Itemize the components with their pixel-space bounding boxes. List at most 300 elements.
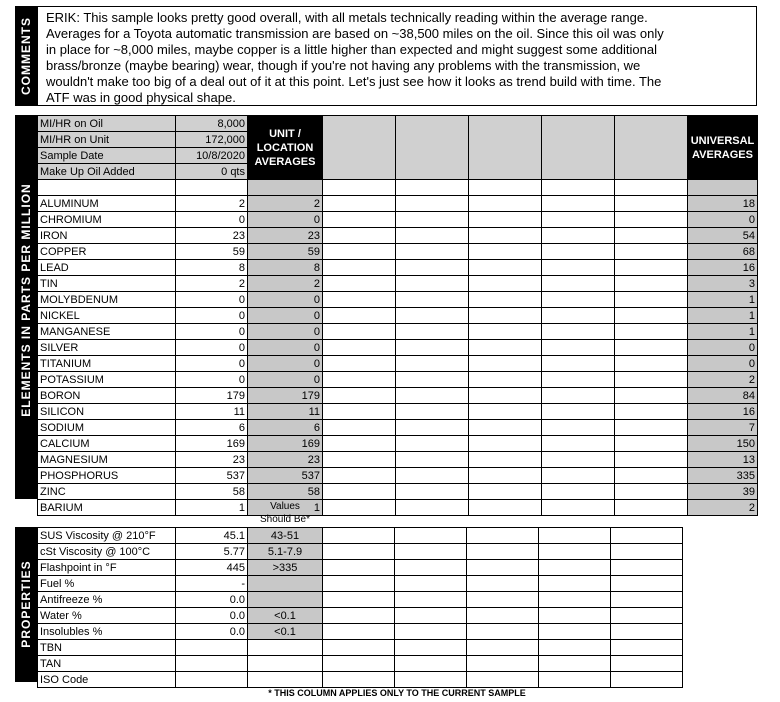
history-cell [396, 420, 469, 436]
element-universal-average: 0 [688, 356, 758, 372]
element-name: SILVER [38, 340, 176, 356]
element-value: 59 [176, 244, 248, 260]
properties-label: PROPERTIES [19, 560, 33, 648]
element-name: ZINC [38, 484, 176, 500]
element-universal-average: 16 [688, 260, 758, 276]
history-cell [395, 672, 467, 688]
element-universal-average: 1 [688, 324, 758, 340]
element-name: SILICON [38, 404, 176, 420]
element-universal-average: 335 [688, 468, 758, 484]
footnote: * THIS COLUMN APPLIES ONLY TO THE CURRENT SAMPLE [268, 688, 526, 698]
history-cell [539, 672, 611, 688]
history-cell [615, 436, 688, 452]
property-row [38, 528, 683, 544]
history-cell [323, 196, 396, 212]
history-cell [323, 576, 395, 592]
element-value: 0 [176, 372, 248, 388]
header-line: LOCATION [256, 141, 314, 154]
element-unit-average: 8 [248, 260, 323, 276]
element-universal-average: 13 [688, 452, 758, 468]
history-cell [323, 452, 396, 468]
property-name: Water % [38, 608, 176, 624]
element-row [38, 276, 758, 292]
element-universal-average: 2 [688, 372, 758, 388]
element-value: 0 [176, 324, 248, 340]
sample-info-label: Sample Date [38, 148, 176, 164]
history-cell [323, 276, 396, 292]
element-row [38, 244, 758, 260]
element-row [38, 324, 758, 340]
history-cell [323, 340, 396, 356]
history-cell [615, 372, 688, 388]
history-cell [396, 356, 469, 372]
history-cell [323, 544, 395, 560]
history-cell [396, 340, 469, 356]
history-cell [542, 452, 615, 468]
history-cell [469, 452, 542, 468]
history-cell [469, 500, 542, 516]
history-cell [469, 196, 542, 212]
history-cell [323, 244, 396, 260]
element-value: 0 [176, 292, 248, 308]
comment-line: ATF was in good physical shape. [46, 90, 236, 105]
element-universal-average: 7 [688, 420, 758, 436]
history-cell [611, 656, 683, 672]
element-value: 537 [176, 468, 248, 484]
element-value: 0 [176, 340, 248, 356]
history-cell [395, 576, 467, 592]
sample-info-value: 172,000 [176, 132, 248, 148]
property-name: cSt Viscosity @ 100°C [38, 544, 176, 560]
element-unit-average: 23 [248, 228, 323, 244]
element-row [38, 404, 758, 420]
property-should-be: 43-51 [248, 528, 323, 544]
property-row [38, 656, 683, 672]
comment-line: Averages for a Toyota automatic transmission are based on ~38,500 miles on the oil. Since this oil was only [46, 26, 664, 41]
history-cell [469, 356, 542, 372]
property-name: SUS Viscosity @ 210°F [38, 528, 176, 544]
history-cell [467, 576, 539, 592]
element-value: 58 [176, 484, 248, 500]
history-cell [323, 324, 396, 340]
header-line: UNIT / [269, 127, 301, 140]
element-row [38, 340, 758, 356]
values-should-be-header [247, 500, 323, 526]
history-cell [395, 528, 467, 544]
spacer-cell [396, 180, 469, 196]
history-cell [542, 468, 615, 484]
element-universal-average: 0 [688, 340, 758, 356]
property-value: 0.0 [176, 624, 248, 640]
history-cell [469, 404, 542, 420]
history-cell [615, 388, 688, 404]
history-cell [467, 608, 539, 624]
history-cell [542, 324, 615, 340]
history-cell [396, 404, 469, 420]
property-value: 5.77 [176, 544, 248, 560]
history-cell [615, 212, 688, 228]
history-cell [615, 244, 688, 260]
history-cell [611, 624, 683, 640]
history-cell [539, 528, 611, 544]
comments-box [37, 6, 757, 106]
spacer-cell [323, 180, 396, 196]
element-name: CHROMIUM [38, 212, 176, 228]
history-cell [542, 500, 615, 516]
history-cell [396, 388, 469, 404]
element-value: 1 [176, 500, 248, 516]
history-cell [539, 576, 611, 592]
element-unit-average: 169 [248, 436, 323, 452]
element-value: 23 [176, 228, 248, 244]
properties-label-bar [15, 527, 37, 682]
property-value: 445 [176, 560, 248, 576]
property-should-be [248, 672, 323, 688]
element-row [38, 436, 758, 452]
element-unit-average: 59 [248, 244, 323, 260]
history-cell [539, 592, 611, 608]
element-universal-average: 39 [688, 484, 758, 500]
history-cell [323, 308, 396, 324]
history-cell [396, 324, 469, 340]
history-cell [469, 244, 542, 260]
history-cell [615, 292, 688, 308]
header-line: UNIVERSAL [690, 134, 755, 147]
history-cell [395, 592, 467, 608]
history-cell [323, 484, 396, 500]
history-cell [469, 260, 542, 276]
history-cell [469, 436, 542, 452]
property-row [38, 560, 683, 576]
element-value: 2 [176, 196, 248, 212]
elements-label-bar [15, 115, 37, 499]
element-unit-average: 0 [248, 372, 323, 388]
element-name: LEAD [38, 260, 176, 276]
element-unit-average: 0 [248, 292, 323, 308]
history-cell [396, 292, 469, 308]
history-cell [611, 576, 683, 592]
history-cell [467, 560, 539, 576]
element-name: SODIUM [38, 420, 176, 436]
property-value [176, 672, 248, 688]
element-row [38, 196, 758, 212]
history-cell [467, 672, 539, 688]
element-unit-average: 0 [248, 212, 323, 228]
history-cell [539, 656, 611, 672]
history-cell [467, 640, 539, 656]
history-cell [542, 404, 615, 420]
history-col-header [615, 116, 688, 180]
history-cell [396, 436, 469, 452]
property-should-be: <0.1 [248, 608, 323, 624]
history-cell [395, 656, 467, 672]
history-cell [542, 484, 615, 500]
history-cell [611, 672, 683, 688]
element-row [38, 468, 758, 484]
history-cell [323, 468, 396, 484]
property-name: ISO Code [38, 672, 176, 688]
element-row [38, 452, 758, 468]
element-unit-average: 537 [248, 468, 323, 484]
history-cell [396, 276, 469, 292]
history-cell [469, 308, 542, 324]
history-cell [542, 420, 615, 436]
history-cell [323, 212, 396, 228]
history-cell [611, 608, 683, 624]
history-cell [467, 528, 539, 544]
element-unit-average: 23 [248, 452, 323, 468]
element-value: 11 [176, 404, 248, 420]
property-row [38, 544, 683, 560]
history-col-header [542, 116, 615, 180]
property-name: Flashpoint in °F [38, 560, 176, 576]
element-universal-average: 3 [688, 276, 758, 292]
element-value: 8 [176, 260, 248, 276]
spacer-cell [38, 180, 176, 196]
element-row [38, 372, 758, 388]
history-cell [615, 196, 688, 212]
spacer-cell [688, 180, 758, 196]
element-unit-average: 0 [248, 356, 323, 372]
history-cell [469, 276, 542, 292]
sample-info-label: MI/HR on Oil [38, 116, 176, 132]
property-row [38, 592, 683, 608]
element-row [38, 356, 758, 372]
history-cell [615, 484, 688, 500]
history-cell [611, 640, 683, 656]
history-cell [323, 372, 396, 388]
property-name: Insolubles % [38, 624, 176, 640]
history-cell [615, 324, 688, 340]
element-value: 0 [176, 356, 248, 372]
property-value: 45.1 [176, 528, 248, 544]
history-cell [396, 500, 469, 516]
history-cell [323, 640, 395, 656]
history-cell [539, 544, 611, 560]
history-cell [323, 672, 395, 688]
history-cell [323, 260, 396, 276]
element-name: BARIUM [38, 500, 176, 516]
element-unit-average: 2 [248, 276, 323, 292]
history-cell [323, 500, 396, 516]
history-cell [615, 420, 688, 436]
element-value: 2 [176, 276, 248, 292]
history-cell [323, 228, 396, 244]
history-cell [323, 356, 396, 372]
history-cell [396, 228, 469, 244]
spacer-cell [248, 180, 323, 196]
history-cell [395, 640, 467, 656]
comment-line: wouldn't make too big of a deal out of it at this point. Let's just see how it looks as trend build with time. The [46, 74, 662, 89]
history-cell [542, 388, 615, 404]
sample-info-value: 0 qts [176, 164, 248, 180]
history-cell [611, 544, 683, 560]
history-col-header [396, 116, 469, 180]
history-cell [542, 196, 615, 212]
element-row [38, 212, 758, 228]
property-should-be [248, 640, 323, 656]
property-should-be: 5.1-7.9 [248, 544, 323, 560]
property-value: 0.0 [176, 592, 248, 608]
history-cell [469, 324, 542, 340]
element-universal-average: 84 [688, 388, 758, 404]
element-name: BORON [38, 388, 176, 404]
history-cell [396, 468, 469, 484]
history-cell [615, 228, 688, 244]
element-universal-average: 18 [688, 196, 758, 212]
sample-info-value: 10/8/2020 [176, 148, 248, 164]
element-row [38, 484, 758, 500]
history-cell [396, 196, 469, 212]
element-unit-average: 0 [248, 308, 323, 324]
property-value: 0.0 [176, 608, 248, 624]
universal-averages-header [688, 116, 758, 180]
history-cell [469, 420, 542, 436]
history-cell [323, 656, 395, 672]
comments-label: COMMENTS [19, 17, 33, 95]
history-cell [396, 308, 469, 324]
history-cell [542, 372, 615, 388]
comments-label-bar [15, 6, 37, 106]
history-col-header [469, 116, 542, 180]
property-name: TBN [38, 640, 176, 656]
property-should-be [248, 576, 323, 592]
history-cell [396, 212, 469, 228]
element-universal-average: 1 [688, 308, 758, 324]
history-cell [615, 276, 688, 292]
history-cell [467, 624, 539, 640]
property-should-be: >335 [248, 560, 323, 576]
history-cell [542, 260, 615, 276]
element-name: MANGANESE [38, 324, 176, 340]
property-row [38, 624, 683, 640]
history-cell [542, 356, 615, 372]
history-cell [323, 292, 396, 308]
element-name: COPPER [38, 244, 176, 260]
element-universal-average: 0 [688, 212, 758, 228]
history-cell [542, 244, 615, 260]
element-value: 0 [176, 212, 248, 228]
element-row [38, 500, 758, 516]
history-cell [469, 372, 542, 388]
history-cell [469, 484, 542, 500]
history-cell [615, 500, 688, 516]
sample-info-label: Make Up Oil Added [38, 164, 176, 180]
comment-line: ERIK: This sample looks pretty good overall, with all metals technically reading within the average range. [46, 10, 648, 25]
elements-label: ELEMENTS IN PARTS PER MILLION [19, 183, 33, 417]
history-cell [395, 624, 467, 640]
history-cell [542, 308, 615, 324]
history-col-header [323, 116, 396, 180]
property-should-be [248, 656, 323, 672]
property-row [38, 672, 683, 688]
property-row [38, 640, 683, 656]
element-name: MOLYBDENUM [38, 292, 176, 308]
element-value: 0 [176, 308, 248, 324]
history-cell [323, 608, 395, 624]
history-cell [323, 528, 395, 544]
element-unit-average: 1 [248, 500, 323, 516]
sample-info-label: MI/HR on Unit [38, 132, 176, 148]
element-universal-average: 150 [688, 436, 758, 452]
element-row [38, 260, 758, 276]
element-unit-average: 2 [248, 196, 323, 212]
history-cell [539, 560, 611, 576]
element-row [38, 388, 758, 404]
history-cell [323, 560, 395, 576]
history-cell [323, 404, 396, 420]
element-unit-average: 0 [248, 340, 323, 356]
element-universal-average: 1 [688, 292, 758, 308]
history-cell [323, 420, 396, 436]
history-cell [467, 592, 539, 608]
header-line: Should Be* [259, 514, 311, 525]
history-cell [395, 544, 467, 560]
history-cell [611, 592, 683, 608]
spacer-cell [542, 180, 615, 196]
element-row [38, 228, 758, 244]
element-name: ALUMINUM [38, 196, 176, 212]
history-cell [469, 468, 542, 484]
element-name: NICKEL [38, 308, 176, 324]
history-cell [395, 560, 467, 576]
history-cell [469, 292, 542, 308]
element-row [38, 292, 758, 308]
history-cell [469, 228, 542, 244]
element-unit-average: 0 [248, 324, 323, 340]
history-cell [611, 528, 683, 544]
history-cell [323, 388, 396, 404]
history-cell [615, 452, 688, 468]
property-name: TAN [38, 656, 176, 672]
history-cell [542, 292, 615, 308]
history-cell [615, 468, 688, 484]
elements-table [37, 115, 758, 516]
property-value [176, 640, 248, 656]
element-name: MAGNESIUM [38, 452, 176, 468]
history-cell [539, 640, 611, 656]
property-value: - [176, 576, 248, 592]
sample-info-value: 8,000 [176, 116, 248, 132]
history-cell [395, 608, 467, 624]
history-cell [611, 560, 683, 576]
comment-line: brass/bronze (maybe bearing) wear, though if you're not having any problems with the transmission, we [46, 58, 641, 73]
element-universal-average: 68 [688, 244, 758, 260]
history-cell [396, 260, 469, 276]
element-row [38, 420, 758, 436]
element-row [38, 308, 758, 324]
element-value: 23 [176, 452, 248, 468]
element-value: 6 [176, 420, 248, 436]
element-universal-average: 54 [688, 228, 758, 244]
element-value: 179 [176, 388, 248, 404]
property-name: Antifreeze % [38, 592, 176, 608]
history-cell [323, 592, 395, 608]
spacer-cell [615, 180, 688, 196]
history-cell [615, 356, 688, 372]
element-name: IRON [38, 228, 176, 244]
history-cell [615, 340, 688, 356]
history-cell [323, 436, 396, 452]
history-cell [467, 656, 539, 672]
history-cell [396, 372, 469, 388]
element-unit-average: 11 [248, 404, 323, 420]
element-value: 169 [176, 436, 248, 452]
history-cell [469, 212, 542, 228]
property-should-be [248, 592, 323, 608]
properties-table [37, 527, 683, 688]
element-name: POTASSIUM [38, 372, 176, 388]
